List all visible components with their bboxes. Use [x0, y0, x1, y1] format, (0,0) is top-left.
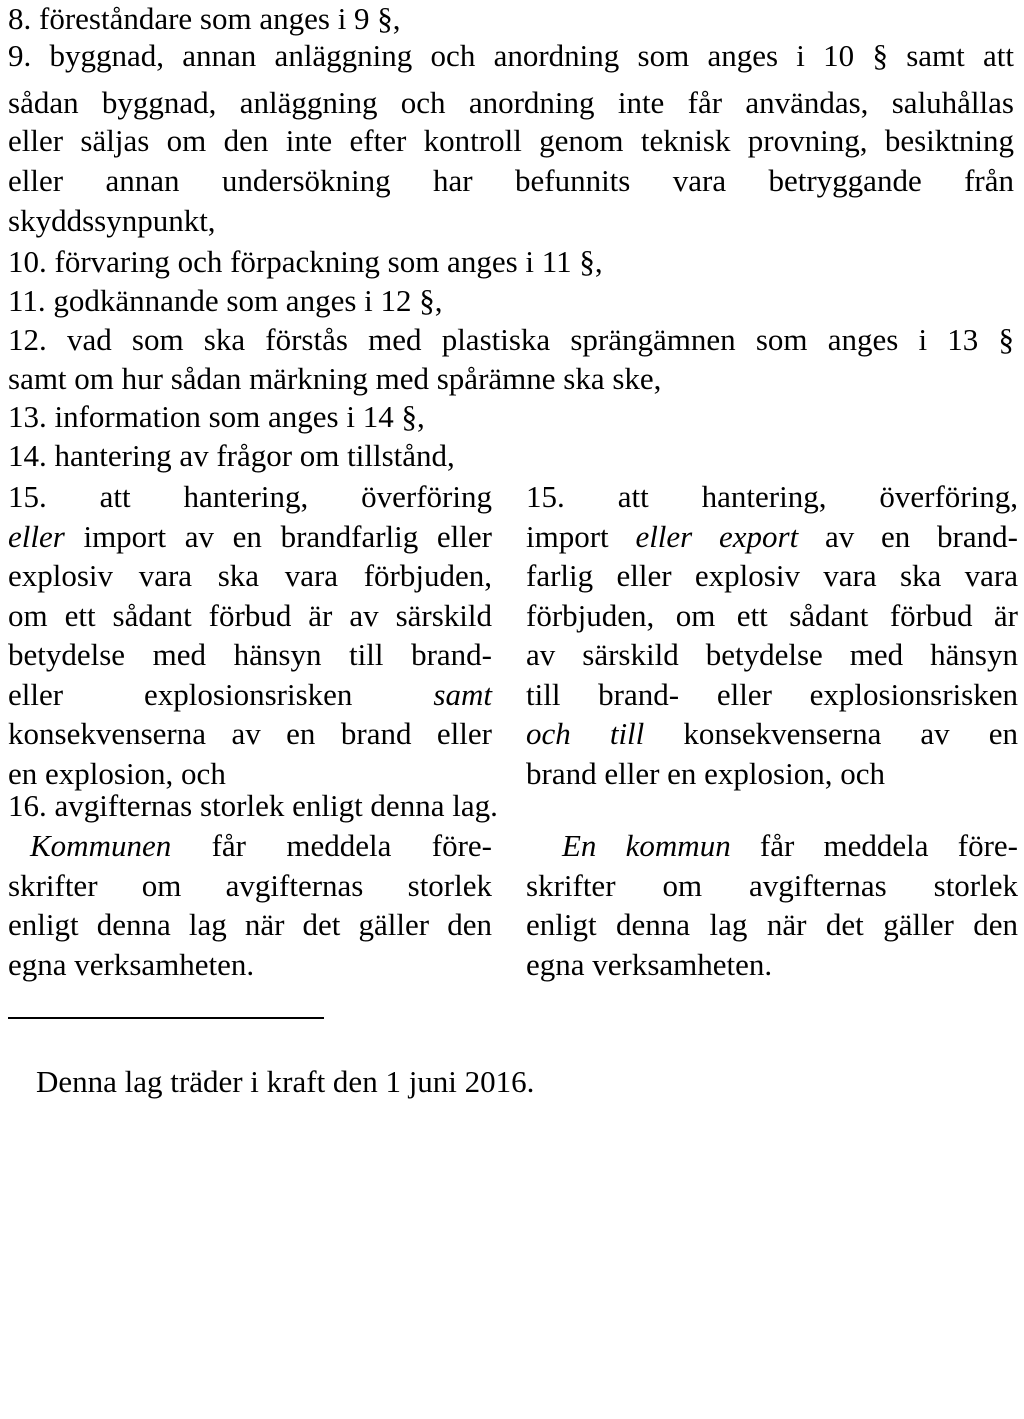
item-15-left-line: 15. att hantering, överföring: [8, 479, 492, 514]
kommun-left-line: Kommunen får meddela före-: [30, 828, 492, 863]
list-item-9-line-2: sådan byggnad, anläggning och anordning inte får användas, saluhållas: [8, 85, 1014, 120]
effective-date: Denna lag träder i kraft den 1 juni 2016.: [36, 1064, 535, 1099]
kommun-left-line: skrifter om avgifternas storlek: [8, 867, 492, 903]
list-item-9-line-1: 9. byggnad, annan anläggning och anordning som anges i 10 § samt att: [8, 38, 1014, 73]
item-15-left-line: eller explosionsrisken samt: [8, 676, 492, 712]
kommun-left-line: egna verksamheten.: [8, 946, 255, 982]
item-15-right-line: förbjuden, om ett sådant förbud är: [526, 597, 1018, 633]
item-15-right-line: brand eller en explosion, och: [526, 755, 885, 791]
kommun-current-text: [8, 826, 492, 984]
item-15-current-text: [8, 477, 492, 793]
list-item-8: 8. föreståndare som anges i 9 §,: [8, 1, 401, 36]
list-item-13: 13. information som anges i 14 §,: [8, 399, 425, 434]
item-15-right-line: till brand- eller explosionsrisken: [526, 676, 1018, 712]
item-15-right-line: import eller export av en brand-: [526, 518, 1018, 554]
item-15-right-line: farlig eller explosiv vara ska vara: [526, 558, 1018, 593]
item-15-proposed-text: [526, 477, 1018, 793]
list-item-10: 10. förvaring och förpackning som anges i 11 §,: [8, 244, 603, 279]
kommun-proposed-text: [526, 826, 1018, 984]
item-15-left-line: eller import av en brandfarlig eller: [8, 518, 492, 554]
list-item-14: 14. hantering av frågor om tillstånd,: [8, 438, 455, 473]
kommun-right-line: En kommun får meddela före-: [562, 828, 1018, 863]
list-item-9-line-5: skyddssynpunkt,: [8, 203, 216, 238]
kommun-right-line: skrifter om avgifternas storlek: [526, 867, 1018, 903]
kommun-right-line: egna verksamheten.: [526, 946, 773, 982]
list-item-9-line-3: eller säljas om den inte efter kontroll genom teknisk provning, besiktning: [8, 123, 1014, 158]
list-item-11: 11. godkännande som anges i 12 §,: [8, 283, 443, 318]
list-item-12-line-1: 12. vad som ska förstås med plastiska sprängämnen som anges i 13 §: [8, 322, 1014, 357]
kommun-left-line: enligt denna lag när det gäller den: [8, 907, 492, 942]
list-item-9-line-4: eller annan undersökning har befunnits vara betryggande från: [8, 163, 1014, 198]
separator-rule: [8, 1017, 324, 1019]
item-15-right-line: av särskild betydelse med hänsyn: [526, 637, 1018, 672]
list-item-16: 16. avgifternas storlek enligt denna lag.: [8, 788, 498, 823]
item-15-left-line: en explosion, och: [8, 755, 226, 791]
item-15-right-line: 15. att hantering, överföring,: [526, 479, 1018, 514]
item-15-left-line: konsekvenserna av en brand eller: [8, 716, 492, 751]
item-15-right-line: och till konsekvenserna av en: [526, 716, 1018, 751]
list-item-12-line-2: samt om hur sådan märkning med spårämne ska ske,: [8, 361, 662, 396]
kommun-right-line: enligt denna lag när det gäller den: [526, 907, 1018, 942]
item-15-left-line: om ett sådant förbud är av särskild: [8, 597, 492, 633]
item-15-left-line: betydelse med hänsyn till brand-: [8, 637, 492, 672]
item-15-left-line: explosiv vara ska vara förbjuden,: [8, 558, 492, 593]
